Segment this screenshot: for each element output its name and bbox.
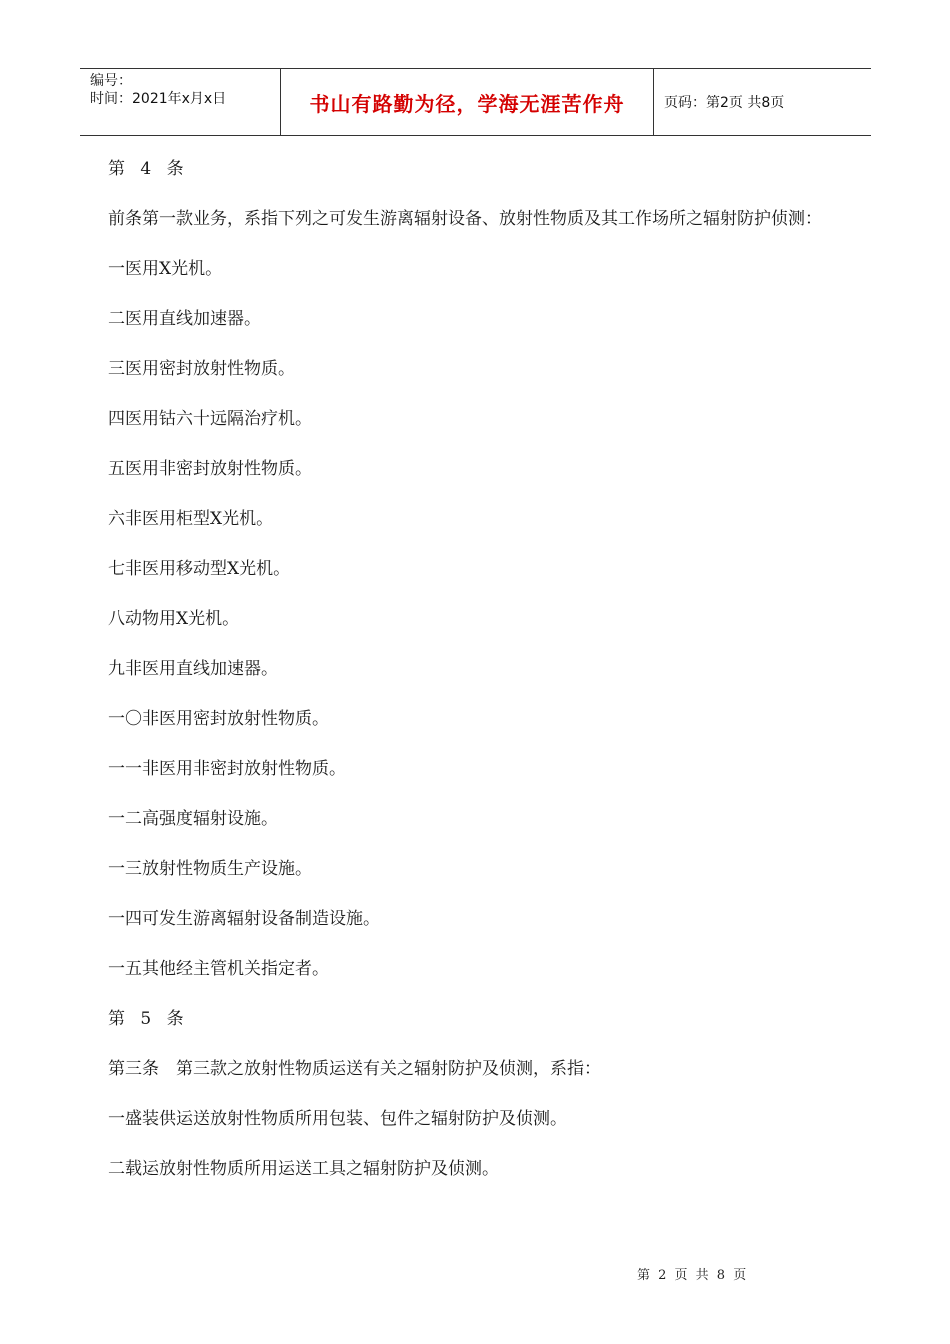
document-body (70, 156, 876, 1206)
list-item: 九非医用直线加速器。 (108, 659, 278, 679)
article-heading: 第 4 条 (108, 159, 189, 179)
header-meta-cell (80, 69, 281, 135)
list-item: 一二高强度辐射设施。 (108, 809, 278, 829)
list-item: 八动物用X光机。 (108, 609, 240, 629)
list-item: 三医用密封放射性物质。 (108, 359, 295, 379)
list-item: 五医用非密封放射性物质。 (108, 459, 312, 479)
list-item: 七非医用移动型X光机。 (108, 559, 291, 579)
document-number-label: 编号： (90, 73, 132, 89)
list-item: 一四可发生游离辐射设备制造设施。 (108, 909, 380, 929)
list-item: 一三放射性物质生产设施。 (108, 859, 312, 879)
body-paragraph: 前条第一款业务，系指下列之可发生游离辐射设备、放射性物质及其工作场所之辐射防护侦测： (108, 209, 822, 229)
list-item: 二载运放射性物质所用运送工具之辐射防护及侦测。 (108, 1159, 499, 1179)
document-time-label: 时间：2021年x月x日 (90, 91, 227, 107)
list-item: 四医用钴六十远隔治疗机。 (108, 409, 312, 429)
page-footer: 第 2 页 共 8 页 (637, 1268, 749, 1283)
header-page-info: 页码：第2页 共8页 (664, 95, 785, 111)
list-item: 一五其他经主管机关指定者。 (108, 959, 329, 979)
list-item: 一医用X光机。 (108, 259, 223, 279)
list-item: 二医用直线加速器。 (108, 309, 261, 329)
list-item: 一一非医用非密封放射性物质。 (108, 759, 346, 779)
body-paragraph: 第三条 第三款之放射性物质运送有关之辐射防护及侦测，系指： (108, 1059, 601, 1079)
list-item: 六非医用柜型X光机。 (108, 509, 274, 529)
list-item: 一盛装供运送放射性物质所用包装、包件之辐射防护及侦测。 (108, 1109, 567, 1129)
list-item: 一〇非医用密封放射性物质。 (108, 709, 329, 729)
header-motto: 书山有路勤为径，学海无涯苦作舟 (281, 69, 654, 135)
article-heading: 第 5 条 (108, 1009, 189, 1029)
document-header (80, 68, 871, 136)
